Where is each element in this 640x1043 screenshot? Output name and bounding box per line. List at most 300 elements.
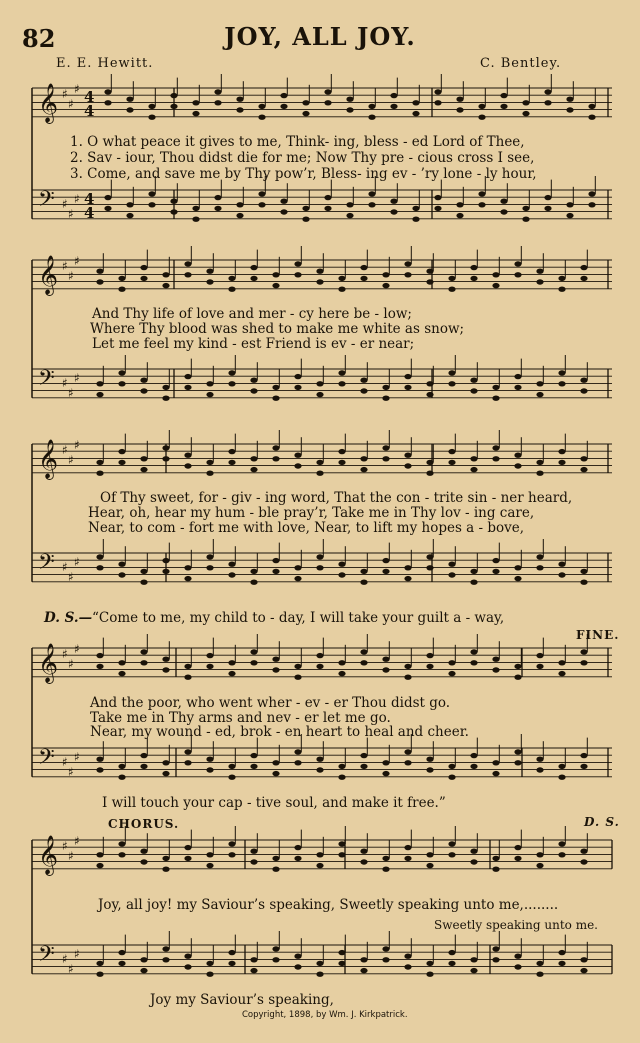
note-head-icon xyxy=(236,202,243,207)
note-head-icon xyxy=(338,370,345,375)
note-head-icon xyxy=(404,845,411,850)
note-head-icon xyxy=(426,852,433,857)
note-head-icon xyxy=(162,667,169,672)
verse-2-line-4: Take me in Thy arms and nev - er let me go. xyxy=(90,710,391,726)
note-head-icon xyxy=(470,660,477,665)
note-head-icon xyxy=(558,660,565,665)
note-head-icon xyxy=(302,206,309,211)
note-head-icon xyxy=(162,385,169,390)
note-head-icon xyxy=(294,576,301,581)
bass-clef-icon: 𝄢 xyxy=(38,550,55,580)
note-head-icon xyxy=(544,89,551,94)
note-head-icon xyxy=(206,972,213,977)
bass-clef-icon: 𝄢 xyxy=(38,366,55,396)
note-head-icon xyxy=(272,569,279,574)
note-head-icon xyxy=(536,471,543,476)
note-head-icon xyxy=(250,378,257,383)
note-head-icon xyxy=(316,471,323,476)
note-head-icon xyxy=(382,957,389,962)
note-head-icon xyxy=(250,580,257,585)
note-head-icon xyxy=(316,392,323,397)
note-head-icon xyxy=(536,381,543,386)
verse-3-line-4: Near, my wound - ed, brok - en heart to heal and cheer. xyxy=(90,724,469,740)
note-head-icon xyxy=(118,961,125,966)
note-head-icon xyxy=(536,664,543,669)
note-head-icon xyxy=(382,946,389,951)
note-head-icon xyxy=(360,265,367,270)
note-head-icon xyxy=(118,381,125,386)
note-head-icon xyxy=(338,460,345,465)
note-head-icon xyxy=(536,767,543,772)
note-head-icon xyxy=(162,456,169,461)
sharp-icon: ♯ xyxy=(74,254,80,268)
note-head-icon xyxy=(118,562,125,567)
note-head-icon xyxy=(316,279,323,284)
note-head-icon xyxy=(206,653,213,658)
note-head-icon xyxy=(478,191,485,196)
note-head-icon xyxy=(272,456,279,461)
note-head-icon xyxy=(470,649,477,654)
note-head-icon xyxy=(316,460,323,465)
note-head-icon xyxy=(96,653,103,658)
sharp-icon: ♯ xyxy=(62,197,68,211)
note-head-icon xyxy=(500,93,507,98)
note-head-icon xyxy=(404,453,411,458)
note-head-icon xyxy=(426,460,433,465)
note-head-icon xyxy=(492,957,499,962)
note-head-icon xyxy=(250,265,257,270)
note-head-icon xyxy=(272,957,279,962)
note-head-icon xyxy=(126,107,133,112)
verse-1-line-3: Of Thy sweet, for - giv - ing word, That the con - trite sin - ner heard, xyxy=(100,490,573,506)
note-head-icon xyxy=(360,764,367,769)
note-head-icon xyxy=(228,841,235,846)
note-head-icon xyxy=(514,664,521,669)
note-head-icon xyxy=(316,664,323,669)
note-head-icon xyxy=(478,202,485,207)
note-head-icon xyxy=(118,671,125,676)
note-head-icon xyxy=(140,660,147,665)
note-head-icon xyxy=(184,385,191,390)
note-head-icon xyxy=(360,859,367,864)
note-head-icon xyxy=(338,381,345,386)
note-head-icon xyxy=(316,565,323,570)
note-head-icon xyxy=(96,972,103,977)
note-head-icon xyxy=(294,565,301,570)
note-head-icon xyxy=(96,961,103,966)
note-head-icon xyxy=(148,202,155,207)
verse-2-line-1: 2. Sav - iour, Thou didst die for me; Now Thy pre - cious cross I see, xyxy=(70,150,535,166)
note-head-icon xyxy=(588,104,595,109)
note-head-icon xyxy=(140,467,147,472)
note-head-icon xyxy=(184,272,191,277)
note-head-icon xyxy=(536,863,543,868)
note-head-icon xyxy=(118,852,125,857)
note-head-icon xyxy=(228,852,235,857)
note-head-icon xyxy=(228,764,235,769)
note-head-icon xyxy=(258,202,265,207)
sharp-icon: ♯ xyxy=(74,438,80,452)
note-head-icon xyxy=(492,856,499,861)
note-head-icon xyxy=(294,463,301,468)
note-head-icon xyxy=(580,957,587,962)
note-head-icon xyxy=(514,272,521,277)
note-head-icon xyxy=(184,964,191,969)
note-head-icon xyxy=(558,449,565,454)
note-head-icon xyxy=(162,856,169,861)
note-head-icon xyxy=(514,565,521,570)
note-head-icon xyxy=(580,378,587,383)
note-head-icon xyxy=(514,856,521,861)
note-head-icon xyxy=(536,852,543,857)
note-head-icon xyxy=(536,653,543,658)
note-head-icon xyxy=(580,660,587,665)
note-head-icon xyxy=(316,863,323,868)
note-head-icon xyxy=(96,381,103,386)
note-head-icon xyxy=(184,760,191,765)
sharp-icon: ♯ xyxy=(74,642,80,656)
note-head-icon xyxy=(360,569,367,574)
note-head-icon xyxy=(96,664,103,669)
note-head-icon xyxy=(140,849,147,854)
note-head-icon xyxy=(96,863,103,868)
note-head-icon xyxy=(316,653,323,658)
note-head-icon xyxy=(250,764,257,769)
note-head-icon xyxy=(404,964,411,969)
note-head-icon xyxy=(500,199,507,204)
note-head-icon xyxy=(214,89,221,94)
note-head-icon xyxy=(206,392,213,397)
chorus-echo: Sweetly speaking unto me. xyxy=(434,918,598,932)
note-head-icon xyxy=(280,93,287,98)
note-head-icon xyxy=(118,370,125,375)
note-head-icon xyxy=(140,388,147,393)
note-head-icon xyxy=(338,449,345,454)
note-head-icon xyxy=(404,385,411,390)
note-head-icon xyxy=(470,378,477,383)
sharp-icon: ♯ xyxy=(74,555,80,569)
note-head-icon xyxy=(492,445,499,450)
note-head-icon xyxy=(118,572,125,577)
note-head-icon xyxy=(294,374,301,379)
note-head-icon xyxy=(294,954,301,959)
note-head-icon xyxy=(206,381,213,386)
note-head-icon xyxy=(536,554,543,559)
note-head-icon xyxy=(162,283,169,288)
note-head-icon xyxy=(140,957,147,962)
note-head-icon xyxy=(236,97,243,102)
note-head-icon xyxy=(448,562,455,567)
note-head-icon xyxy=(514,675,521,680)
note-head-icon xyxy=(338,276,345,281)
note-head-icon xyxy=(404,463,411,468)
note-head-icon xyxy=(382,657,389,662)
note-head-icon xyxy=(404,749,411,754)
sharp-icon: ♯ xyxy=(62,560,68,574)
note-head-icon xyxy=(96,852,103,857)
note-head-icon xyxy=(206,863,213,868)
note-head-icon xyxy=(118,775,125,780)
note-head-icon xyxy=(558,852,565,857)
note-head-icon xyxy=(192,217,199,222)
note-head-icon xyxy=(250,467,257,472)
chorus-bass-text: Joy my Saviour’s speaking, xyxy=(150,992,334,1008)
note-head-icon xyxy=(580,467,587,472)
note-head-icon xyxy=(492,283,499,288)
sharp-icon: ♯ xyxy=(62,87,68,101)
note-head-icon xyxy=(272,272,279,277)
note-head-icon xyxy=(558,562,565,567)
note-head-icon xyxy=(294,261,301,266)
note-head-icon xyxy=(206,471,213,476)
note-head-icon xyxy=(456,97,463,102)
note-head-icon xyxy=(382,272,389,277)
note-head-icon xyxy=(580,753,587,758)
note-head-icon xyxy=(558,460,565,465)
sharp-icon: ♯ xyxy=(68,570,74,584)
note-head-icon xyxy=(368,115,375,120)
note-head-icon xyxy=(272,771,279,776)
note-head-icon xyxy=(272,396,279,401)
note-head-icon xyxy=(558,370,565,375)
note-head-icon xyxy=(316,269,323,274)
note-head-icon xyxy=(558,764,565,769)
note-head-icon xyxy=(382,760,389,765)
note-head-icon xyxy=(192,206,199,211)
note-head-icon xyxy=(294,845,301,850)
note-head-icon xyxy=(96,767,103,772)
note-head-icon xyxy=(184,374,191,379)
note-head-icon xyxy=(272,657,279,662)
note-head-icon xyxy=(324,206,331,211)
note-head-icon xyxy=(448,841,455,846)
note-head-icon xyxy=(448,287,455,292)
note-head-icon xyxy=(140,859,147,864)
note-head-icon xyxy=(338,287,345,292)
note-head-icon xyxy=(162,760,169,765)
note-head-icon xyxy=(184,576,191,581)
note-head-icon xyxy=(272,946,279,951)
note-head-icon xyxy=(140,456,147,461)
note-head-icon xyxy=(470,569,477,574)
note-head-icon xyxy=(272,856,279,861)
note-head-icon xyxy=(272,385,279,390)
note-head-icon xyxy=(162,272,169,277)
note-head-icon xyxy=(514,453,521,458)
note-head-icon xyxy=(126,202,133,207)
note-head-icon xyxy=(404,261,411,266)
note-head-icon xyxy=(118,841,125,846)
fine-label: FINE. xyxy=(576,628,620,642)
sharp-icon: ♯ xyxy=(62,755,68,769)
sharp-icon: ♯ xyxy=(74,750,80,764)
note-head-icon xyxy=(588,202,595,207)
note-head-icon xyxy=(580,968,587,973)
note-head-icon xyxy=(338,841,345,846)
note-head-icon xyxy=(360,467,367,472)
note-head-icon xyxy=(140,764,147,769)
sharp-icon: ♯ xyxy=(68,207,74,221)
note-head-icon xyxy=(338,961,345,966)
note-head-icon xyxy=(426,664,433,669)
note-head-icon xyxy=(316,961,323,966)
note-head-icon xyxy=(236,107,243,112)
note-head-icon xyxy=(324,100,331,105)
note-head-icon xyxy=(536,279,543,284)
note-head-icon xyxy=(426,757,433,762)
note-head-icon xyxy=(250,569,257,574)
note-head-icon xyxy=(118,950,125,955)
note-head-icon xyxy=(456,213,463,218)
note-head-icon xyxy=(272,558,279,563)
note-head-icon xyxy=(368,104,375,109)
note-head-icon xyxy=(184,261,191,266)
note-head-icon xyxy=(514,374,521,379)
note-head-icon xyxy=(206,279,213,284)
note-head-icon xyxy=(448,460,455,465)
sharp-icon: ♯ xyxy=(68,657,74,671)
note-head-icon xyxy=(434,100,441,105)
note-head-icon xyxy=(492,272,499,277)
note-head-icon xyxy=(294,749,301,754)
note-head-icon xyxy=(426,961,433,966)
note-head-icon xyxy=(360,753,367,758)
note-head-icon xyxy=(250,388,257,393)
note-head-icon xyxy=(580,569,587,574)
note-head-icon xyxy=(360,388,367,393)
note-head-icon xyxy=(170,104,177,109)
note-head-icon xyxy=(250,649,257,654)
note-head-icon xyxy=(272,445,279,450)
note-head-icon xyxy=(250,849,257,854)
note-head-icon xyxy=(294,385,301,390)
note-head-icon xyxy=(140,968,147,973)
note-head-icon xyxy=(228,950,235,955)
note-head-icon xyxy=(214,195,221,200)
note-head-icon xyxy=(558,671,565,676)
note-head-icon xyxy=(360,276,367,281)
note-head-icon xyxy=(426,565,433,570)
note-head-icon xyxy=(390,199,397,204)
sharp-icon: ♯ xyxy=(62,839,68,853)
note-head-icon xyxy=(448,660,455,665)
note-head-icon xyxy=(536,565,543,570)
note-head-icon xyxy=(368,202,375,207)
note-head-icon xyxy=(206,767,213,772)
note-head-icon xyxy=(580,859,587,864)
hymn-title: JOY, ALL JOY. xyxy=(224,22,416,51)
note-head-icon xyxy=(412,111,419,116)
note-head-icon xyxy=(404,576,411,581)
note-head-icon xyxy=(170,199,177,204)
note-head-icon xyxy=(360,580,367,585)
note-head-icon xyxy=(338,950,345,955)
note-head-icon xyxy=(316,852,323,857)
note-head-icon xyxy=(346,202,353,207)
note-head-icon xyxy=(96,392,103,397)
note-head-icon xyxy=(206,852,213,857)
note-head-icon xyxy=(140,580,147,585)
note-head-icon xyxy=(228,449,235,454)
note-head-icon xyxy=(470,764,477,769)
note-head-icon xyxy=(162,558,169,563)
note-head-icon xyxy=(206,565,213,570)
note-head-icon xyxy=(228,287,235,292)
lyricist-credit: E. E. Hewitt. xyxy=(56,56,154,71)
note-head-icon xyxy=(96,565,103,570)
note-head-icon xyxy=(514,463,521,468)
note-head-icon xyxy=(382,283,389,288)
note-head-icon xyxy=(228,671,235,676)
note-head-icon xyxy=(294,664,301,669)
note-head-icon xyxy=(426,471,433,476)
note-head-icon xyxy=(360,649,367,654)
note-head-icon xyxy=(162,771,169,776)
note-head-icon xyxy=(206,664,213,669)
note-head-icon xyxy=(470,580,477,585)
note-head-icon xyxy=(96,269,103,274)
note-head-icon xyxy=(558,841,565,846)
note-head-icon xyxy=(228,381,235,386)
note-head-icon xyxy=(140,753,147,758)
note-head-icon xyxy=(522,206,529,211)
note-head-icon xyxy=(294,453,301,458)
note-head-icon xyxy=(250,753,257,758)
note-head-icon xyxy=(434,206,441,211)
note-head-icon xyxy=(514,261,521,266)
note-head-icon xyxy=(294,964,301,969)
note-head-icon xyxy=(448,572,455,577)
note-head-icon xyxy=(426,392,433,397)
note-head-icon xyxy=(96,460,103,465)
note-head-icon xyxy=(96,554,103,559)
note-head-icon xyxy=(580,649,587,654)
time-signature-top: 4 xyxy=(84,88,95,106)
note-head-icon xyxy=(580,388,587,393)
note-head-icon xyxy=(434,195,441,200)
note-head-icon xyxy=(566,107,573,112)
note-head-icon xyxy=(580,849,587,854)
note-head-icon xyxy=(404,565,411,570)
note-head-icon xyxy=(382,569,389,574)
note-head-icon xyxy=(280,104,287,109)
note-head-icon xyxy=(148,104,155,109)
note-head-icon xyxy=(360,378,367,383)
note-head-icon xyxy=(360,660,367,665)
note-head-icon xyxy=(470,276,477,281)
note-head-icon xyxy=(426,972,433,977)
note-head-icon xyxy=(558,381,565,386)
sharp-icon: ♯ xyxy=(68,962,74,976)
note-head-icon xyxy=(214,100,221,105)
note-head-icon xyxy=(96,757,103,762)
note-head-icon xyxy=(250,456,257,461)
sharp-icon: ♯ xyxy=(74,371,80,385)
note-head-icon xyxy=(382,385,389,390)
note-head-icon xyxy=(272,760,279,765)
note-head-icon xyxy=(258,115,265,120)
note-head-icon xyxy=(302,217,309,222)
time-signature-bottom: 4 xyxy=(84,102,95,120)
note-head-icon xyxy=(404,272,411,277)
note-head-icon xyxy=(382,558,389,563)
note-head-icon xyxy=(448,775,455,780)
sharp-icon: ♯ xyxy=(62,952,68,966)
note-head-icon xyxy=(360,849,367,854)
note-head-icon xyxy=(514,954,521,959)
note-head-icon xyxy=(316,381,323,386)
note-head-icon xyxy=(316,757,323,762)
